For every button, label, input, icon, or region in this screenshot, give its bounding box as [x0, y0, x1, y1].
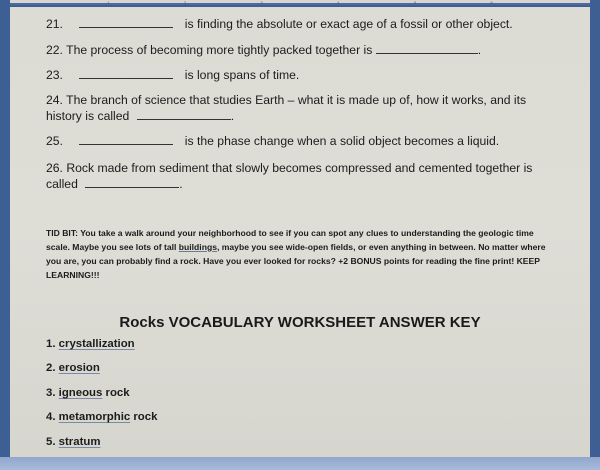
answer-blank [79, 17, 173, 28]
question-number: 21. [46, 17, 63, 31]
question-23 [46, 67, 546, 83]
answer-item [46, 338, 135, 350]
question-text: The process of becoming more tightly packed together is [66, 43, 373, 57]
answer-word: stratum [58, 436, 101, 448]
answer-blank [137, 109, 231, 120]
ruler-mark: 6 [490, 0, 493, 5]
answer-number: 3. [46, 387, 56, 399]
punctuation: . [179, 177, 183, 191]
ruler-mark: 5 [413, 0, 417, 5]
question-25 [46, 133, 546, 149]
answer-rest: rock [130, 411, 158, 423]
question-24 [46, 92, 566, 124]
answer-word: erosion [58, 362, 100, 374]
question-text: is the phase change when a solid object becomes a liquid. [184, 134, 500, 148]
answer-item [46, 362, 100, 374]
tidbit-text: TID BIT: You take a walk around your neighborhood to see if you can spot any clues to understanding the geologic time scale. Maybe you see lots of tall [46, 228, 534, 252]
document-page [10, 7, 590, 457]
punctuation: . [477, 43, 482, 57]
ruler-mark: 3 [260, 0, 263, 5]
ruler-mark: 2 [183, 0, 187, 5]
answer-blank [376, 43, 478, 54]
tidbit-underlined-word: buildings [178, 242, 217, 252]
window-bottom-edge [0, 457, 600, 470]
ruler-mark: 4 [337, 0, 340, 5]
tidbit-text: , maybe you see wide-open fields, or even anything in between. No matter where you are, you can probably find a rock. Have you ever looked for rocks? +2 BONUS points for reading the fine print! KEEP LEARNING!!! [46, 242, 546, 280]
tidbit-paragraph [46, 226, 556, 282]
answer-number: 1. [46, 338, 56, 350]
question-text: Rock made from sediment that slowly becomes compressed and cemented together is [66, 161, 533, 175]
answer-blank [79, 68, 173, 79]
ruler [10, 0, 590, 5]
question-number: 22. [46, 43, 63, 57]
answer-word: crystallization [58, 338, 135, 350]
question-number: 26. [46, 161, 63, 175]
answer-number: 2. [46, 362, 56, 374]
answer-word: metamorphic [58, 411, 131, 423]
question-26 [46, 160, 566, 192]
question-22 [46, 42, 546, 58]
question-text: is long spans of time. [184, 68, 300, 82]
question-number: 24. [46, 93, 63, 107]
question-text: is finding the absolute or exact age of a fossil or other object. [184, 17, 513, 31]
punctuation: . [230, 109, 235, 123]
answer-item [46, 411, 157, 423]
answer-rest: rock [102, 387, 130, 399]
answer-word: igneous [58, 387, 103, 399]
question-text: called [46, 177, 78, 191]
answer-number: 5. [46, 436, 56, 448]
answer-blank [79, 134, 173, 145]
answer-item [46, 436, 100, 448]
answer-number: 4. [46, 411, 56, 423]
answer-item [46, 387, 130, 399]
ruler-mark: 1 [107, 0, 110, 5]
answer-key-title: Rocks VOCABULARY WORKSHEET ANSWER KEY [119, 314, 481, 331]
question-text: history is called [46, 109, 130, 123]
question-number: 25. [46, 134, 63, 148]
question-text: The branch of science that studies Earth – what it is made up of, how it works, and its [66, 93, 527, 107]
answer-blank [85, 177, 179, 188]
question-number: 23. [46, 68, 63, 82]
question-21 [46, 16, 546, 32]
